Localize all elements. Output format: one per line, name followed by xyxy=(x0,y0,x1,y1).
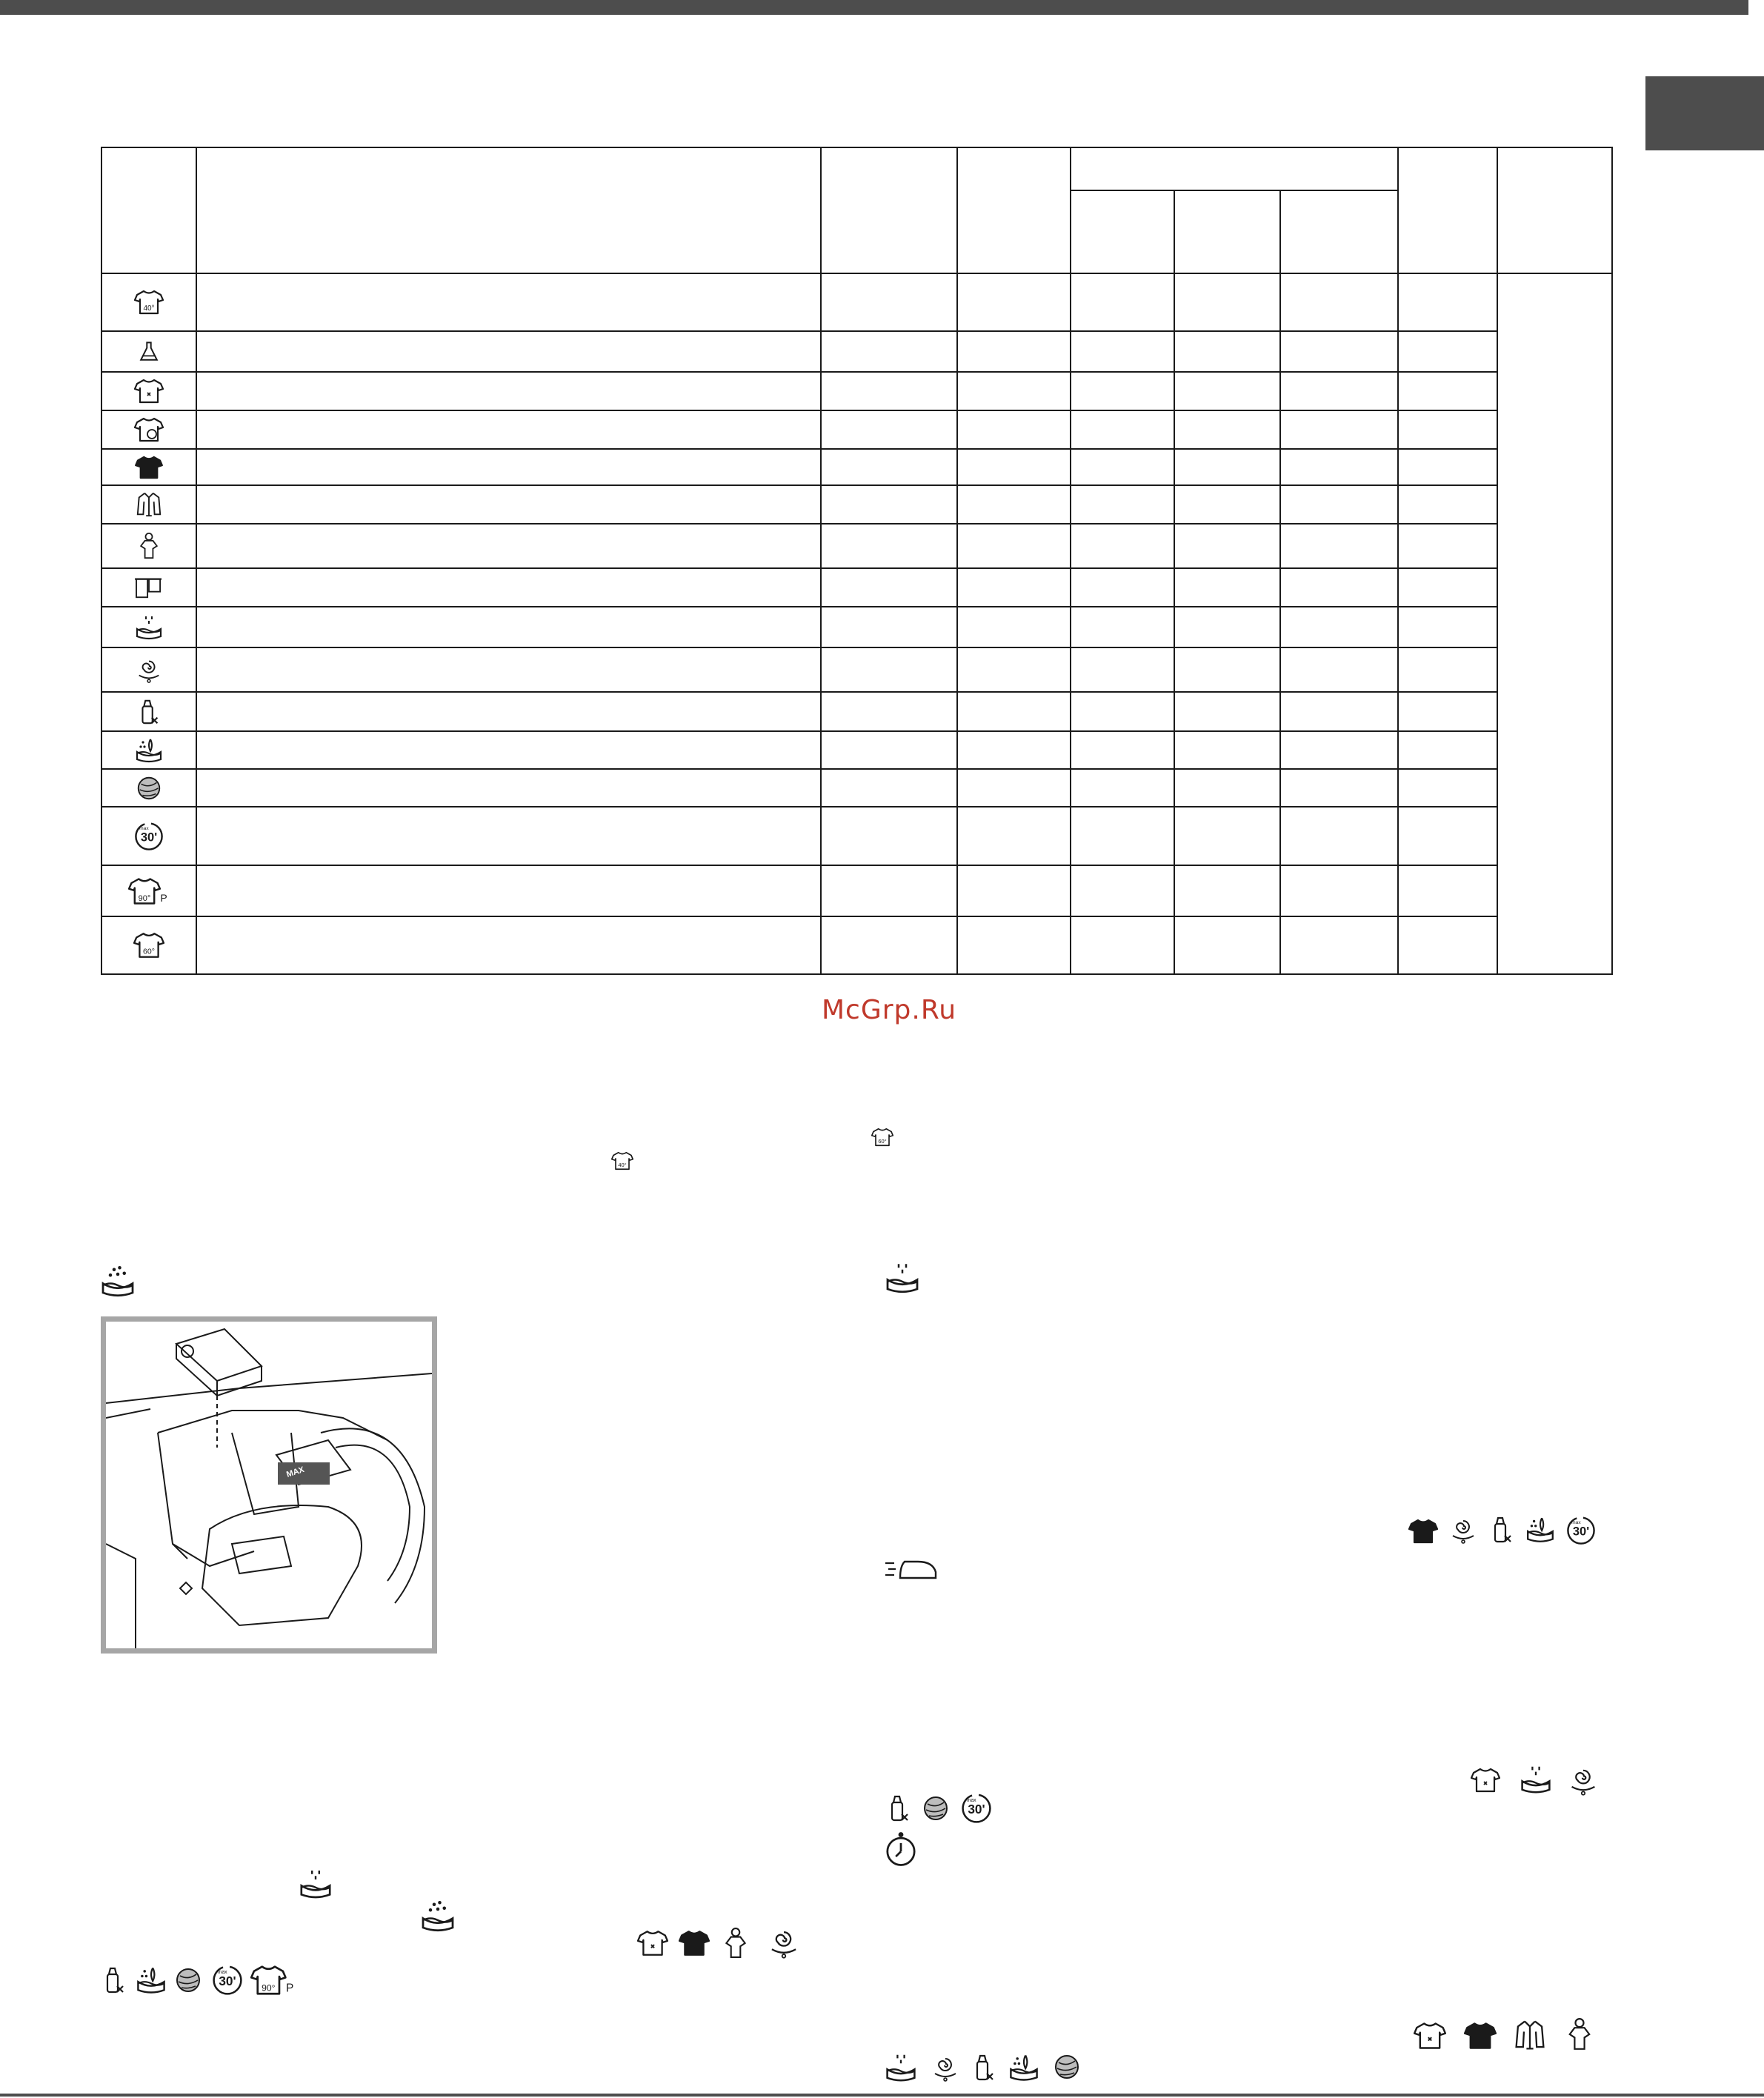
easy-iron-icon xyxy=(884,1556,940,1585)
baby-bottle-icon xyxy=(1487,1511,1517,1548)
wool-steam-icon xyxy=(1525,1513,1556,1547)
merged-cell xyxy=(1497,273,1612,974)
towels-icon xyxy=(133,575,164,600)
express-30-icon xyxy=(1565,1514,1597,1547)
dark-shirt-icon xyxy=(679,1928,710,1958)
baby-bottle-icon xyxy=(884,1791,913,1826)
cotton-90p-icon xyxy=(250,1962,296,1999)
mixed-shirt-icon xyxy=(1471,1766,1500,1794)
wool-steam-icon xyxy=(135,1963,167,1997)
svg-text:P: P xyxy=(285,1982,294,1995)
wool-icon xyxy=(135,774,163,802)
baby-bottle-icon xyxy=(99,1962,129,1999)
svg-text:90°: 90° xyxy=(138,893,151,903)
table-row xyxy=(101,731,1612,769)
cotton-60-icon xyxy=(871,1126,893,1148)
header-cell xyxy=(101,147,196,273)
baby-bottle-icon xyxy=(135,696,163,727)
max-label: MAX xyxy=(285,1465,306,1479)
drawer-drawing xyxy=(106,1322,432,1648)
wool-icon xyxy=(1052,2052,1082,2082)
wool-icon xyxy=(921,1794,951,1823)
header-cell xyxy=(821,147,957,273)
header-subcell xyxy=(1071,190,1174,273)
header-cell xyxy=(1071,147,1398,190)
svg-text:P: P xyxy=(160,891,167,904)
rinse-icon xyxy=(298,1867,333,1901)
baby-bottle-icon xyxy=(969,2049,999,2086)
programme-table xyxy=(101,147,1613,975)
shirts-icon xyxy=(1511,2018,1548,2052)
jacket-icon xyxy=(720,1925,751,1962)
table-row xyxy=(101,524,1612,568)
header-bar xyxy=(0,0,1748,15)
spin-drain-icon xyxy=(135,654,163,685)
wool-icon xyxy=(173,1965,203,1995)
watermark-text: McGrp.Ru xyxy=(821,995,957,1025)
detergent-dispenser-icon xyxy=(136,338,162,366)
dark-shirt-icon xyxy=(1464,2021,1497,2051)
svg-text:60°: 60° xyxy=(878,1138,887,1145)
table-row xyxy=(101,692,1612,731)
jacket-icon xyxy=(1563,2015,1596,2054)
rinse-icon xyxy=(884,2051,918,2085)
table-row xyxy=(101,607,1612,647)
wool-steam-icon xyxy=(1008,2051,1040,2085)
svg-text:40°: 40° xyxy=(143,304,155,313)
mixed-shirt-icon xyxy=(134,378,164,404)
table-row xyxy=(101,331,1612,372)
timer-icon xyxy=(884,1831,918,1868)
header-subcell xyxy=(1280,190,1398,273)
express-30-icon xyxy=(959,1791,994,1825)
jacket-icon xyxy=(136,530,162,562)
dark-shirt-icon xyxy=(134,455,164,480)
header-cell xyxy=(1398,147,1497,273)
footer-rule xyxy=(0,2094,1764,2097)
header-subcell xyxy=(1174,190,1280,273)
rinse-icon xyxy=(134,613,164,642)
table-row xyxy=(101,273,1612,331)
cotton-90p-icon xyxy=(128,875,170,908)
cotton-40-icon xyxy=(611,1150,633,1172)
header-cell xyxy=(957,147,1071,273)
spin-drain-icon xyxy=(767,1924,801,1961)
soak-icon xyxy=(99,1263,136,1300)
svg-text:90°: 90° xyxy=(262,1982,276,1994)
spin-drain-icon xyxy=(931,2049,960,2086)
table-header-row xyxy=(101,147,1612,190)
wool-steam-icon xyxy=(134,736,164,765)
table-row xyxy=(101,485,1612,524)
rinse-icon xyxy=(1519,1763,1553,1796)
table-row xyxy=(101,647,1612,692)
spin-drain-icon xyxy=(1567,1762,1600,1799)
cotton-40-icon xyxy=(134,287,164,317)
stain-shirt-icon xyxy=(134,416,164,443)
table-row xyxy=(101,807,1612,865)
table-row xyxy=(101,865,1612,916)
header-cell xyxy=(196,147,821,273)
rinse-icon xyxy=(884,1259,921,1296)
table-row xyxy=(101,372,1612,410)
cotton-60-icon xyxy=(133,929,164,962)
express-30-icon xyxy=(133,820,165,853)
detergent-drawer-illustration xyxy=(101,1316,437,1654)
express-30-icon xyxy=(210,1963,244,1997)
mixed-shirt-icon xyxy=(1414,2021,1446,2051)
table-row xyxy=(101,568,1612,607)
soak-icon xyxy=(419,1898,456,1935)
table-row xyxy=(101,769,1612,807)
svg-text:60°: 60° xyxy=(143,947,155,956)
table-row xyxy=(101,449,1612,485)
spin-drain-icon xyxy=(1448,1513,1478,1547)
table-row xyxy=(101,916,1612,974)
dark-shirt-icon xyxy=(1408,1516,1438,1546)
shirts-icon xyxy=(133,490,164,519)
header-cell xyxy=(1497,147,1612,273)
table-row xyxy=(101,410,1612,449)
mixed-shirt-icon xyxy=(637,1928,668,1958)
section-tab xyxy=(1645,76,1764,150)
svg-text:40°: 40° xyxy=(618,1162,627,1169)
